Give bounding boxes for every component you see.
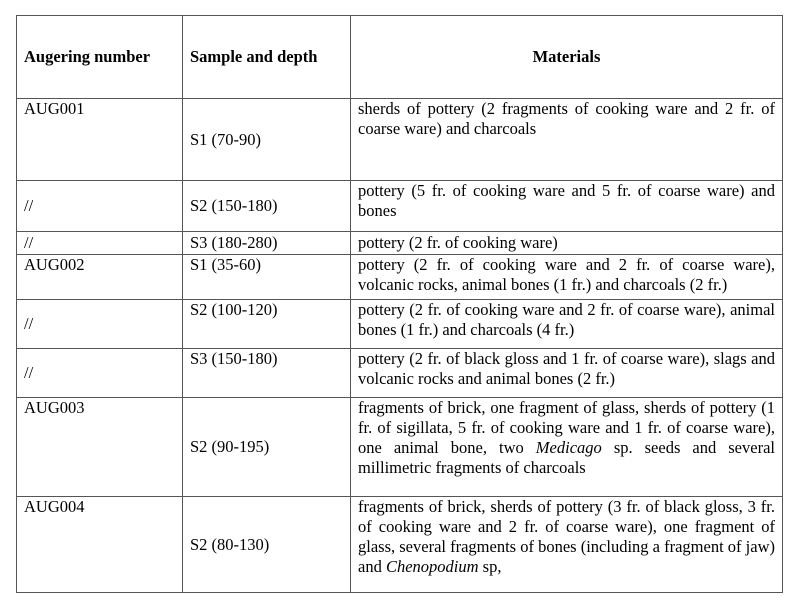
- materials-text: fragments of brick, one fragment of glass, sherds of pottery (1 fr. of sigillata, 5 fr. of cooking ware and 1 fr. of coarse ware), one animal bone, two: [358, 398, 775, 457]
- sample-depth-cell: S1 (35-60): [183, 255, 351, 300]
- materials-text: sp. seeds and several millimetric fragments of charcoals: [358, 438, 775, 477]
- materials-text: fragments of brick, sherds of pottery (3 fr. of black gloss, 3 fr. of cooking ware and 2 fr. of coarse ware), one fragment of glass, several fragments of bones (including a fragment of jaw) and: [358, 497, 775, 576]
- sample-depth-cell: S2 (80-130): [183, 497, 351, 593]
- table-row: [17, 181, 783, 232]
- taxon-name-chenopodium: Chenopodium: [385, 557, 479, 576]
- header-augering-number: Augering number: [17, 16, 183, 99]
- table-row: [17, 497, 783, 593]
- sample-depth-cell: S3 (180-280): [183, 232, 351, 255]
- table-row: [17, 398, 783, 497]
- materials-cell: pottery (2 fr. of cooking ware): [351, 232, 783, 255]
- header-sample-and-depth: Sample and depth: [183, 16, 351, 99]
- augering-number-cell: //: [17, 181, 183, 232]
- materials-cell: [351, 497, 783, 593]
- header-row: [17, 16, 783, 99]
- materials-cell: [351, 398, 783, 497]
- augering-number-cell: AUG002: [17, 255, 183, 300]
- materials-cell: pottery (2 fr. of cooking ware and 2 fr. of coarse ware), volcanic rocks, animal bones (1 fr.) and charcoals (2 fr.): [351, 255, 783, 300]
- augering-number-cell: //: [17, 300, 183, 349]
- augering-number-cell: //: [17, 232, 183, 255]
- table-row: [17, 255, 783, 300]
- augering-number-cell: AUG003: [17, 398, 183, 497]
- materials-text: sp,: [478, 557, 502, 576]
- sample-depth-cell: S1 (70-90): [183, 99, 351, 181]
- materials-cell: sherds of pottery (2 fragments of cooking ware and 2 fr. of coarse ware) and charcoals: [351, 99, 783, 181]
- augering-number-cell: AUG004: [17, 497, 183, 593]
- table-row: [17, 349, 783, 398]
- sample-depth-cell: S2 (150-180): [183, 181, 351, 232]
- materials-table: [16, 15, 783, 593]
- augering-number-cell: AUG001: [17, 99, 183, 181]
- sample-depth-cell: S2 (100-120): [183, 300, 351, 349]
- materials-cell: pottery (2 fr. of black gloss and 1 fr. of coarse ware), slags and volcanic rocks and animal bones (2 fr.): [351, 349, 783, 398]
- table-row: [17, 300, 783, 349]
- materials-cell: pottery (5 fr. of cooking ware and 5 fr. of coarse ware) and bones: [351, 181, 783, 232]
- augering-number-cell: //: [17, 349, 183, 398]
- table-row: [17, 99, 783, 181]
- header-materials: Materials: [351, 16, 783, 99]
- taxon-name-medicago: Medicago: [535, 438, 602, 457]
- sample-depth-cell: S3 (150-180): [183, 349, 351, 398]
- sample-depth-cell: S2 (90-195): [183, 398, 351, 497]
- table-row: [17, 232, 783, 255]
- materials-cell: pottery (2 fr. of cooking ware and 2 fr. of coarse ware), animal bones (1 fr.) and charcoals (4 fr.): [351, 300, 783, 349]
